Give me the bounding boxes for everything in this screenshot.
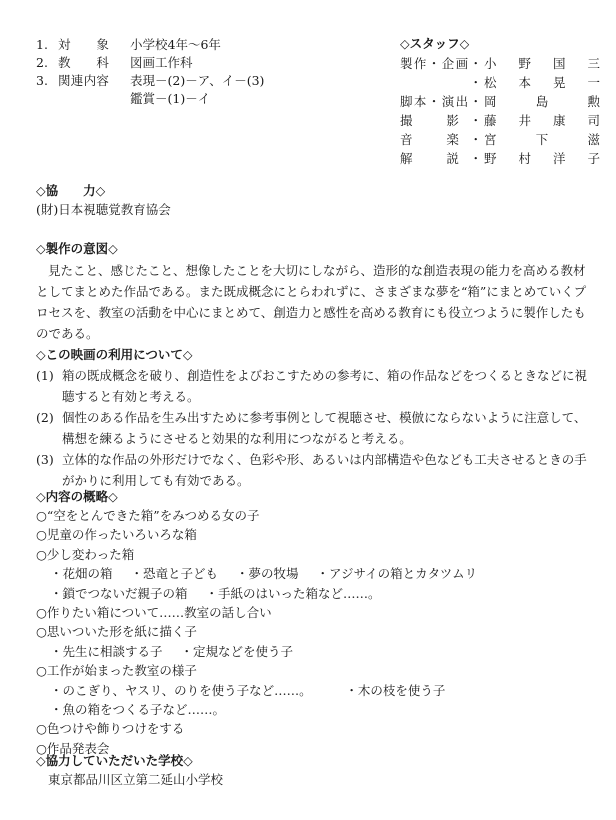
school-heading: ◇協力していただいた学校◇ — [36, 753, 193, 768]
outline-subitem: ・手紙のはいった箱など……。 — [205, 585, 381, 601]
staff-name: 宮 下 滋 — [484, 132, 600, 147]
cooperation-heading: ◇協 力◇ — [36, 183, 106, 198]
meta-value: 表現－(2)－ア、イ－(3) — [130, 73, 265, 88]
outline-subitem: ・定規などを使う子 — [180, 643, 294, 659]
meta-related-continuation: 鑑賞－(1)－イ — [130, 91, 211, 106]
usage-item-number: (3) — [36, 452, 54, 467]
outline-subitems — [36, 584, 596, 603]
film-metadata — [36, 36, 396, 108]
outline-item: ○作品発表会 — [36, 740, 110, 756]
staff-row — [400, 92, 600, 111]
meta-key: 関連内容 — [58, 73, 110, 88]
outline-subitem: ・夢の牧場 — [236, 566, 299, 582]
staff-role: 解 説・ — [400, 151, 482, 166]
outline-subitems — [36, 700, 596, 719]
outline-subitem: ・魚の箱をつくる子など……。 — [50, 701, 226, 717]
intent-section — [36, 240, 596, 344]
meta-value: 小学校4年～6年 — [130, 37, 221, 52]
meta-value: 図画工作科 — [130, 55, 193, 70]
outline-section — [36, 488, 596, 758]
staff-role: 脚本・演出・ — [400, 94, 482, 109]
usage-item — [36, 365, 596, 407]
staff-role: ・ — [469, 75, 482, 90]
outline-subitem: ・鎖でつないだ親子の箱 — [50, 585, 188, 601]
usage-section — [36, 346, 596, 491]
school-name: 東京都品川区立第二延山小学校 — [48, 772, 224, 787]
staff-row — [400, 54, 600, 73]
outline-item: ○工作が始まった教室の様子 — [36, 663, 197, 679]
staff-name: 野 村 洋 子 — [484, 151, 600, 166]
staff-role: 撮 影・ — [400, 113, 482, 128]
outline-item: ○思いついた形を紙に描く子 — [36, 624, 197, 640]
cooperation-organization: (財)日本視聴覚教育協会 — [36, 202, 171, 217]
staff-name: 藤 井 康 司 — [484, 113, 600, 128]
outline-subitems — [36, 564, 596, 583]
staff-role: 音 楽・ — [400, 132, 482, 147]
outline-item: ○児童の作ったいろいろな箱 — [36, 527, 197, 543]
usage-item-text: 箱の既成概念を破り、創造性をよびおこすための参考に、箱の作品などをつくるときなどに視聴すると有効と考える。 — [62, 368, 588, 404]
usage-heading: ◇この映画の利用について◇ — [36, 347, 193, 362]
meta-row-related — [36, 72, 396, 90]
usage-item-text: 個性のある作品を生み出すために参考事例として視聴させ、模倣にならないように注意して、構想を練るようにさせると効果的な利用につながると考える。 — [62, 410, 587, 446]
usage-item-text: 立体的な作品の外形だけでなく、色彩や形、あるいは内部構造や色なども工夫させるときの手がかりに利用しても有効である。 — [62, 452, 587, 488]
staff-credits — [400, 34, 600, 168]
staff-row — [400, 73, 600, 92]
outline-heading: ◇内容の概略◇ — [36, 489, 118, 504]
meta-row-subject — [36, 54, 396, 72]
staff-name: 岡 島 勲 — [484, 94, 600, 109]
staff-name: 松 本 晃 一 — [484, 75, 600, 90]
cooperation-section — [36, 182, 596, 220]
meta-key: 対 象 — [58, 37, 110, 52]
meta-key: 教 科 — [58, 55, 110, 70]
outline-subitems — [36, 681, 596, 700]
outline-item: ○作りたい箱について……教室の話し合い — [36, 604, 272, 620]
outline-subitem: ・花畑の箱 — [50, 566, 113, 582]
meta-number: 1. — [36, 37, 48, 52]
meta-number: 3. — [36, 73, 48, 88]
outline-subitem: ・のこぎり、ヤスリ、のりを使う子など……。 — [50, 682, 306, 698]
outline-subitem: ・木の枝を使う子 — [345, 682, 446, 698]
usage-item-number: (1) — [36, 368, 54, 383]
intent-paragraph: 見たこと、感じたこと、想像したことを大切にしながら、造形的な創造表現の能力を高める教材としてまとめた作品である。また既成概念にとらわれずに、さまざまな夢を“箱”にまとめていくプロセスを、教室の活動を中心にまとめて、創造力と感性を高める教育にも役立つように製作したものである。 — [36, 263, 587, 341]
staff-row — [400, 149, 600, 168]
staff-heading: ◇スタッフ◇ — [400, 36, 470, 51]
outline-item: ○色つけや飾りつけをする — [36, 721, 185, 737]
staff-role: 製作・企画・ — [400, 56, 482, 71]
outline-subitem: ・恐竜と子ども — [130, 566, 219, 582]
staff-row — [400, 130, 600, 149]
staff-name: 小 野 国 三 — [484, 56, 600, 71]
school-section — [36, 752, 596, 790]
outline-subitem: ・先生に相談する子 — [50, 643, 163, 659]
usage-item — [36, 449, 596, 491]
outline-item: ○少し変わった箱 — [36, 546, 135, 562]
meta-row-target — [36, 36, 396, 54]
outline-subitems — [36, 642, 596, 661]
usage-item — [36, 407, 596, 449]
intent-heading: ◇製作の意図◇ — [36, 241, 118, 256]
staff-row — [400, 111, 600, 130]
usage-item-number: (2) — [36, 410, 54, 425]
meta-number: 2. — [36, 55, 48, 70]
outline-subitem: ・アジサイの箱とカタツムリ — [316, 566, 478, 582]
outline-item: ○“空をとんできた箱”をみつめる女の子 — [36, 508, 260, 523]
